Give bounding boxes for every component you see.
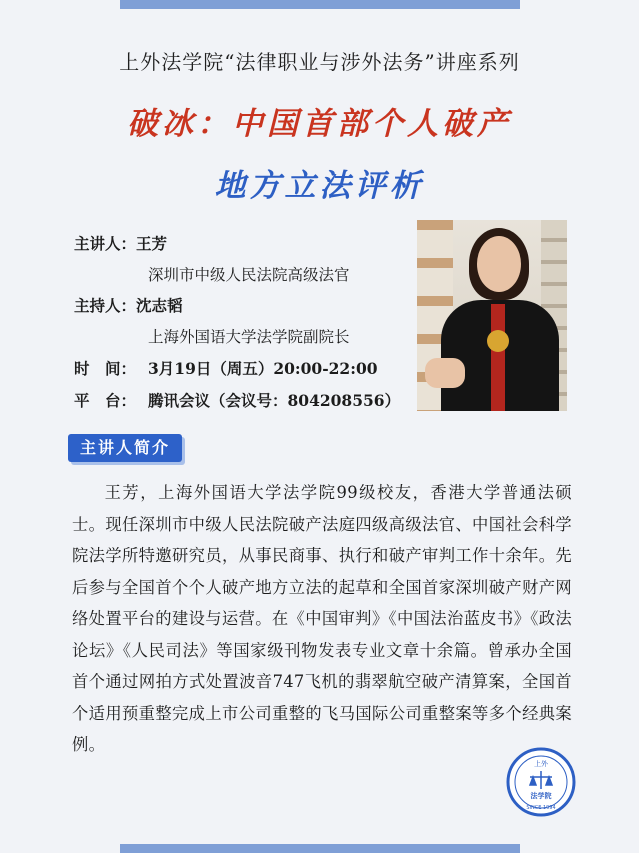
host-position: 上海外国语大学法学院副院长 — [148, 328, 350, 346]
speaker-row — [74, 232, 167, 254]
series-title: 上外法学院“法律职业与涉外法务”讲座系列 — [119, 50, 520, 74]
section-label-speaker-intro: 主讲人简介 — [68, 434, 182, 462]
top-accent-bar — [120, 0, 520, 9]
bottom-accent-bar — [120, 844, 520, 853]
platform-value: 腾讯会议（会议号：804208556） — [148, 391, 401, 410]
speaker-bio: 王芳，上海外国语大学法学院99级校友，香港大学普通法硕士。现任深圳市中级人民法院破产法庭四级高级法官、中国社会科学院法学所特邀研究员，从事民商事、执行和破产审判工作十余年。先后参与全国首个个人破产地方立法的起草和全国首家深圳破产财产网络处置平台的建设与运营。在《中国审判》《中国法治蓝皮书》《政法论坛》《人民司法》等国家级刊物发表专业文章十余篇。曾承办全国首个通过网拍方式处置波音747飞机的翡翠航空破产清算案，全国首个适用预重整完成上市公司重整的飞马国际公司重整案等多个经典案例。 — [72, 483, 572, 754]
time-value: 3月19日（周五）20:00-22:00 — [148, 359, 378, 378]
speaker-photo — [417, 220, 567, 411]
seal-bottom-text: SINCE 1994 — [526, 805, 556, 811]
seal-mid-text: 法学院 — [530, 792, 552, 800]
host-name: 沈志韬 — [136, 296, 183, 315]
platform-label: 平 台： — [74, 391, 137, 410]
law-school-seal-logo — [506, 747, 576, 817]
speaker-name: 王芳 — [136, 234, 168, 253]
speaker-label: 主讲人： — [74, 234, 137, 253]
host-label: 主持人： — [74, 296, 137, 315]
seal-top-text: 上外 — [534, 760, 548, 768]
host-row — [74, 294, 183, 316]
main-title-line1: 破冰：中国首部个人破产 — [127, 106, 512, 142]
time-row — [74, 357, 378, 379]
time-label: 时 间： — [74, 359, 137, 378]
court-emblem-icon — [487, 330, 509, 352]
platform-row — [74, 389, 400, 411]
main-title-line2: 地方立法评析 — [214, 168, 425, 204]
speaker-position: 深圳市中级人民法院高级法官 — [148, 266, 350, 284]
